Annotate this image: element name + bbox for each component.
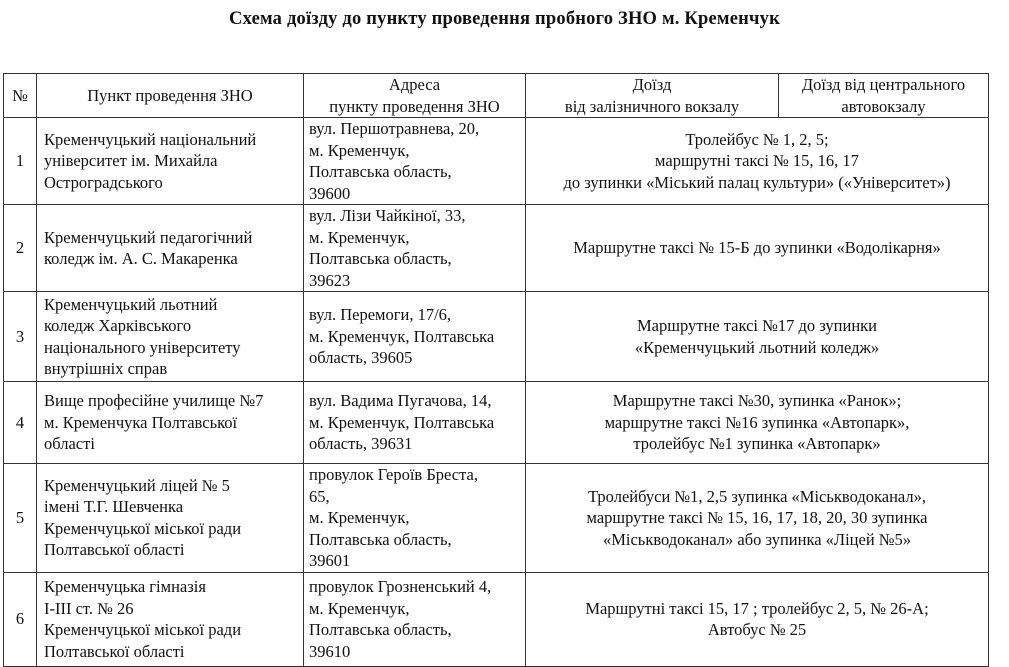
route-cell-line: маршрутні таксі № 15, 16, 17: [655, 151, 859, 171]
address-cell-line: м. Кременчук,: [309, 598, 410, 618]
exam-point-cell: [37, 205, 304, 292]
exam-point-cell-line: Кременчуцька гімназія: [44, 577, 206, 596]
route-cell-line: тролейбус №1 зупинка «Автопарк»: [633, 434, 881, 454]
exam-point-cell: [37, 464, 304, 573]
route-cell-line: Маршрутне таксі № 15-Б до зупинки «Водолікарня»: [573, 238, 941, 258]
header-row: [4, 74, 989, 118]
route-cell-line: маршрутне таксі №16 зупинка «Автопарк»,: [604, 412, 910, 432]
route-table: [3, 73, 989, 667]
address-cell-line: Полтавська область,: [309, 162, 452, 181]
exam-point-cell-line: Вище професійне училище №7: [44, 391, 264, 411]
exam-point-cell-line: внутрішніх справ: [44, 359, 168, 378]
address-cell-line: 39623: [309, 270, 351, 290]
route-cell: [526, 572, 989, 666]
address-cell-line: м. Кременчук, Полтавська: [309, 412, 495, 432]
exam-point-cell-line: м. Кременчука Полтавської: [44, 412, 238, 432]
header-from-rail-line: Доїзд: [632, 75, 672, 94]
address-cell: [304, 382, 526, 464]
route-cell: [526, 205, 989, 292]
header-address-line: пункту проведення ЗНО: [329, 96, 500, 116]
address-cell-line: вул. Лізи Чайкіної, 33,: [309, 206, 466, 225]
exam-point-cell: [37, 382, 304, 464]
table-row: [4, 205, 989, 292]
address-cell-line: провулок Героїв Бреста,: [309, 465, 478, 484]
route-cell-line: Тролейбуси №1, 2,5 зупинка «Міськводоканал»,: [587, 486, 926, 506]
header-from-rail: [526, 74, 779, 118]
address-cell-line: Полтавська область,: [309, 249, 452, 268]
table-row: [4, 382, 989, 464]
exam-point-cell-line: Полтавської області: [44, 540, 185, 560]
exam-point-cell-line: коледж Харківського: [44, 316, 192, 335]
route-cell: [526, 464, 989, 573]
address-cell-line: 39610: [309, 641, 351, 661]
page-title: Схема доїзду до пункту проведення пробного ЗНО м. Кременчук: [229, 9, 780, 29]
address-cell-line: 65,: [309, 486, 330, 506]
row-number: 4: [4, 382, 37, 464]
exam-point-cell-line: Кременчуцький ліцей № 5: [44, 475, 230, 495]
header-from-bus-line: Доїзд від центрального: [801, 75, 966, 94]
header-address-line: Адреса: [388, 75, 441, 94]
route-cell-line: до зупинки «Міський палац культури» («Університет»): [563, 172, 951, 192]
table-row: [4, 292, 989, 382]
address-cell-line: м. Кременчук,: [309, 227, 410, 247]
table-row: [4, 464, 989, 573]
exam-point-cell-line: коледж ім. А. С. Макаренка: [44, 249, 238, 268]
address-cell-line: 39601: [309, 551, 351, 570]
address-cell-line: вул. Вадима Пугачова, 14,: [309, 391, 492, 411]
exam-point-cell-line: Кременчуцької міської ради: [44, 620, 242, 639]
route-cell-line: маршрутне таксі № 15, 16, 17, 18, 20, 30 зупинка: [586, 508, 928, 527]
exam-point-cell-line: Кременчуцький національний: [44, 129, 257, 149]
address-cell-line: м. Кременчук, Полтавська: [309, 326, 495, 346]
header-from-bus-line: автовокзалу: [841, 96, 926, 116]
exam-point-cell-line: Кременчуцький педагогічний: [44, 227, 253, 247]
route-cell-line: Тролейбус № 1, 2, 5;: [685, 129, 829, 149]
header-from-rail-line: від залізничного вокзалу: [564, 96, 740, 116]
row-number: 2: [4, 205, 37, 292]
address-cell: [304, 572, 526, 666]
header-num: №: [4, 74, 37, 118]
route-cell: [526, 292, 989, 382]
route-cell-line: Автобус № 25: [707, 620, 807, 639]
exam-point-cell-line: Кременчуцький льотний: [44, 294, 218, 314]
exam-point-cell-line: І-ІІІ ст. № 26: [44, 598, 134, 618]
exam-point-cell-line: імені Т.Г. Шевченка: [44, 497, 184, 517]
header-from-bus: [779, 74, 989, 118]
route-cell-line: Маршрутне таксі №17 до зупинки: [637, 316, 877, 335]
table-row: [4, 118, 989, 205]
exam-point-cell-line: Полтавської області: [44, 641, 185, 661]
route-cell-line: Маршрутні таксі 15, 17 ; тролейбус 2, 5, № 26-А;: [585, 598, 929, 618]
route-cell: [526, 118, 989, 205]
address-cell-line: м. Кременчук,: [309, 508, 410, 527]
row-number: 3: [4, 292, 37, 382]
table-row: [4, 572, 989, 666]
address-cell-line: м. Кременчук,: [309, 140, 410, 160]
address-cell-line: область, 39605: [309, 348, 413, 368]
address-cell-line: Полтавська область,: [309, 529, 452, 549]
exam-point-cell-line: Кременчуцької міської ради: [44, 518, 242, 538]
address-cell: [304, 464, 526, 573]
header-address: [304, 74, 526, 118]
route-cell-line: «Кременчуцький льотний коледж»: [634, 337, 880, 357]
route-cell-line: «Міськводоканал» або зупинка «Ліцей №5»: [602, 529, 912, 549]
address-cell-line: вул. Перемоги, 17/6,: [309, 305, 452, 325]
exam-point-cell: [37, 572, 304, 666]
exam-point-cell-line: університет ім. Михайла: [44, 151, 218, 171]
exam-point-cell-line: області: [44, 434, 95, 454]
address-cell: [304, 118, 526, 205]
address-cell: [304, 205, 526, 292]
address-cell-line: Полтавська область,: [309, 620, 452, 639]
row-number: 1: [4, 118, 37, 205]
address-cell-line: провулок Грозненський 4,: [309, 577, 492, 596]
exam-point-cell-line: національного університету: [44, 337, 241, 357]
exam-point-cell-line: Остроградського: [44, 172, 163, 192]
row-number: 6: [4, 572, 37, 666]
route-cell: [526, 382, 989, 464]
row-number: 5: [4, 464, 37, 573]
address-cell-line: 39600: [309, 183, 351, 203]
exam-point-cell: [37, 292, 304, 382]
address-cell-line: область, 39631: [309, 434, 413, 454]
exam-point-cell: [37, 118, 304, 205]
header-point: Пункт проведення ЗНО: [37, 74, 304, 118]
route-cell-line: Маршрутне таксі №30, зупинка «Ранок»;: [612, 391, 902, 411]
address-cell: [304, 292, 526, 382]
address-cell-line: вул. Першотравнева, 20,: [309, 119, 480, 138]
